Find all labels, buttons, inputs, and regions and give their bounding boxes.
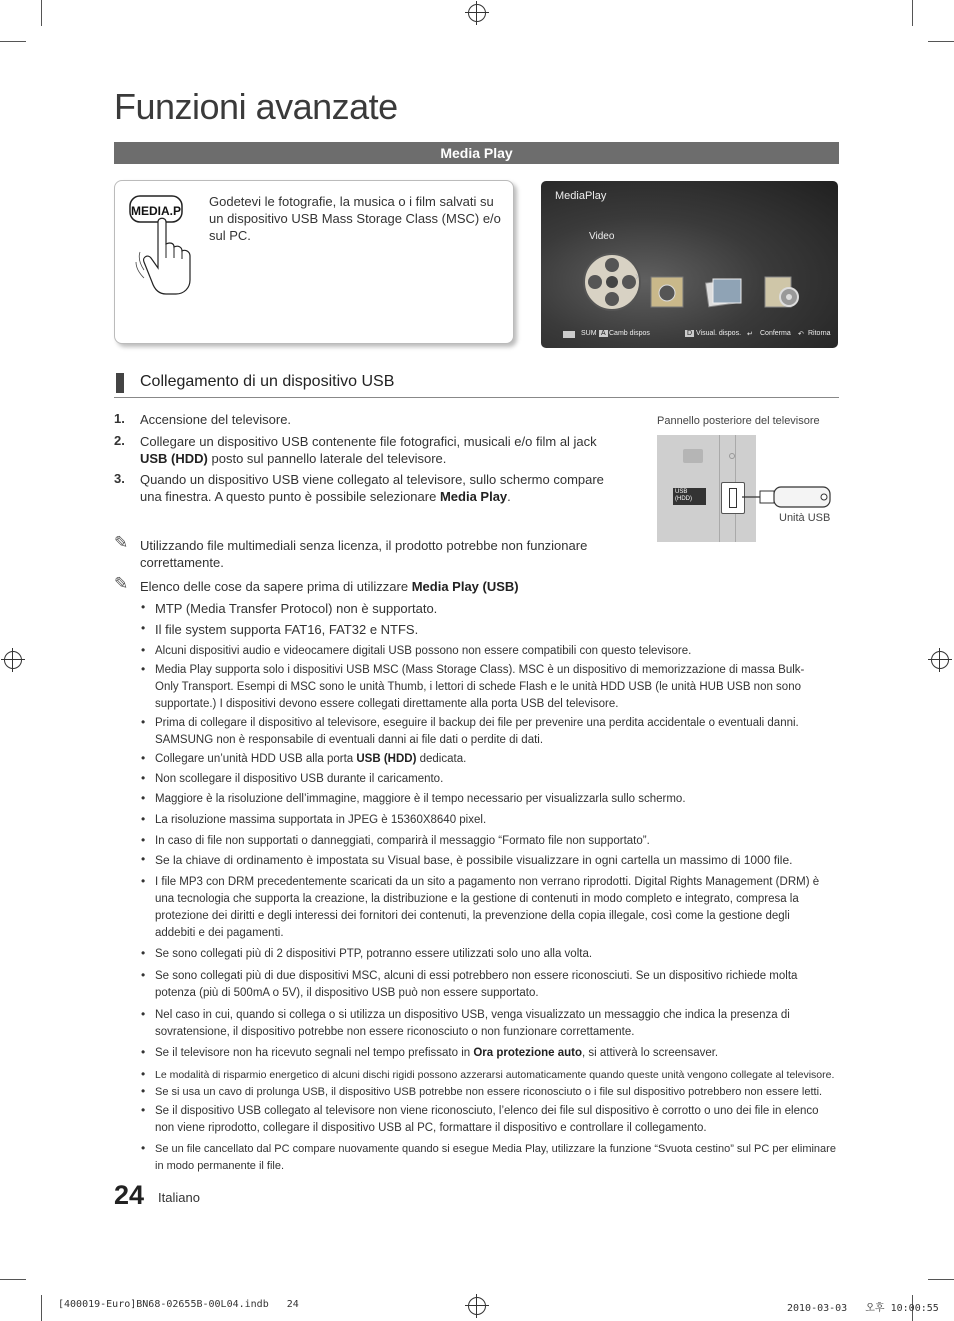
bullet-text: Se sono collegati più di 2 dispositivi PTP, potranno essere utilizzati solo uno alla volta. xyxy=(155,948,593,960)
subsection-marker xyxy=(116,373,124,393)
footer-sum: SUM xyxy=(581,330,597,337)
sum-key-icon xyxy=(563,331,575,338)
bullet-text: La risoluzione massima supportata in JPEG è 15360X8640 pixel. xyxy=(155,814,487,826)
bullet-icon: • xyxy=(141,621,146,635)
bullet-icon: • xyxy=(141,833,146,847)
return-icon: ↶ xyxy=(798,331,804,338)
bullet-text: Se un file cancellato dal PC compare nuovamente quando si esegue Media Play, utilizzare la funzione “Svuota cestino” sul PC per eliminare in modo permanente il file. xyxy=(155,1143,836,1172)
bullet-icon: • xyxy=(141,771,146,785)
step-text: Quando un dispositivo USB viene collegato al televisore, sullo schermo compare una finestra. A questo punto è possibile selezionare Media Play. xyxy=(140,472,604,504)
chevron-right-icon: › xyxy=(635,269,639,283)
indicator-dot-icon xyxy=(729,453,735,459)
bullet-text: Se la chiave di ordinamento è impostata su Visual base, è possibile visualizzare in ogni cartella un massimo di 1000 file. xyxy=(155,853,793,867)
step-text: Accensione del televisore. xyxy=(140,412,292,427)
bullet-icon: • xyxy=(141,715,146,729)
bullet-icon: • xyxy=(141,600,146,614)
bullet-icon: • xyxy=(141,751,146,765)
bullet-icon: • xyxy=(141,1141,146,1155)
step-text: Collegare un dispositivo USB contenente file fotografici, musicali e/o film al jack USB (HDD) posto sul pannello laterale del televisore. xyxy=(140,434,597,466)
photos-icon xyxy=(705,275,743,309)
footer-camb: Camb dispos xyxy=(609,330,650,337)
bullet-icon: • xyxy=(141,1103,146,1117)
page-number: 24 xyxy=(114,1180,145,1210)
bullet-text: Se il televisore non ha ricevuto segnali nel tempo prefissato in Ora protezione auto, si attiverà lo screensaver. xyxy=(155,1047,719,1059)
crop-mark xyxy=(41,0,42,26)
page-language: Italiano xyxy=(158,1190,200,1205)
bullet-icon: • xyxy=(141,1067,146,1081)
bullet-text: Maggiore è la risoluzione dell’immagine, maggiore è il tempo necessario per visualizzarla sullo schermo. xyxy=(155,793,686,805)
bullet-icon: • xyxy=(141,662,146,676)
registration-mark-icon xyxy=(468,4,486,22)
diagram-caption: Pannello posteriore del televisore xyxy=(657,415,820,427)
bullet-text: Se si usa un cavo di prolunga USB, il dispositivo USB potrebbe non essere riconosciuto o i file sul dispositivo potrebbero non essere letti. xyxy=(155,1086,823,1098)
subsection-rule xyxy=(114,397,839,398)
crop-mark xyxy=(0,41,26,42)
footer-ritorna: Ritorna xyxy=(808,330,831,337)
note-text: Utilizzando file multimediali senza licenza, il prodotto potrebbe non funzionare correttamente. xyxy=(140,538,588,570)
bullet-text: Collegare un’unità HDD USB alla porta USB (HDD) dedicata. xyxy=(155,753,467,765)
bullet-text: MTP (Media Transfer Protocol) non è supportato. xyxy=(155,601,438,616)
bullet-icon: • xyxy=(141,812,146,826)
note-pencil-icon: ✎ xyxy=(114,533,129,552)
media-p-label: MEDIA.P xyxy=(130,204,182,218)
note-pencil-icon: ✎ xyxy=(114,574,129,593)
video-reel-icon xyxy=(581,251,643,313)
registration-mark-icon xyxy=(4,651,22,669)
print-file-info: [400019-Euro]BN68-02655B-00L04.indb 24 xyxy=(58,1299,299,1310)
bullet-icon: • xyxy=(141,1007,146,1021)
registration-mark-icon xyxy=(931,651,949,669)
bullet-text: Alcuni dispositivi audio e videocamere digitali USB possono non essere compatibili con questo televisore. xyxy=(155,645,692,657)
enter-icon: ↵ xyxy=(747,331,753,338)
mediaplay-screenshot xyxy=(541,181,838,348)
screen-title: MediaPlay xyxy=(555,190,607,202)
footer-d-key: D xyxy=(687,330,693,337)
usb-drive-label: Unità USB xyxy=(779,512,831,524)
step-number: 2. xyxy=(114,433,125,448)
note-text: Elenco delle cose da sapere prima di utilizzare Media Play (USB) xyxy=(140,579,519,594)
bullet-text: Nel caso in cui, quando si collega o si utilizza un dispositivo USB, venga visualizzato un messaggio che indica la presenza di sovratensione, il dispositivo potrebbe non essere riconosciuto o non funzionare correttamente. xyxy=(155,1009,790,1038)
page-title: Funzioni avanzate xyxy=(114,86,398,127)
step-number: 3. xyxy=(114,471,125,486)
registration-mark-icon xyxy=(468,1297,486,1315)
bullet-text: I file MP3 con DRM precedentemente scaricati da un sito a pagamento non verrano riprodotti. Digital Rights Management (DRM) è una tecnologia che supporta la creazione, la distribuzione e la gestione di contenuti in modo completo e integrato, compresa la protezione dei diritti e degli interessi dei fornitori dei contenuti, la prevenzione della copia illegale, così come la gestione degli addebiti e dei pagamenti. xyxy=(155,876,820,939)
bullet-text: Se il dispositivo USB collegato al televisore non viene riconosciuto, l’elenco dei file sul dispositivo è corrotto o uno dei file in elenco non viene riprodotto, collegare il dispositivo USB al PC, formattare il dispositivo e controllare il collegamento. xyxy=(155,1105,819,1134)
bullet-text: Non scollegare il dispositivo USB durante il caricamento. xyxy=(155,773,444,785)
bullet-text: Prima di collegare il dispositivo al televisore, eseguire il backup dei file per prevenire una perdita accidentale o eventuali danni. SAMSUNG non è responsabile di eventuali danni ai file dati o perdite di dati. xyxy=(155,717,799,746)
bullet-icon: • xyxy=(141,874,146,888)
usb-port-label: USB (HDD) xyxy=(673,488,706,505)
section-heading: Media Play xyxy=(114,142,839,164)
bullet-text: Se sono collegati più di due dispositivi MSC, alcuni di essi potrebbero non essere riconosciuti. Se un dispositivo richiede molta potenza (più di 500mA o 5V), il dispositivo USB può non essere supportato. xyxy=(155,970,798,999)
bullet-icon: • xyxy=(141,946,146,960)
bullet-icon: • xyxy=(141,968,146,982)
bullet-icon: • xyxy=(141,643,146,657)
bullet-icon: • xyxy=(141,1084,146,1098)
footer-a-key: A xyxy=(601,330,606,337)
screen-selected-item: Video xyxy=(589,231,615,242)
screen-footer xyxy=(541,328,838,342)
crop-mark xyxy=(928,1279,954,1280)
crop-mark xyxy=(41,1295,42,1321)
intro-text: Godetevi le fotografie, la musica o i film salvati su un dispositivo USB Mass Storage Class (MSC) e/o sul PC. xyxy=(209,194,501,243)
step-number: 1. xyxy=(114,411,125,426)
bullet-icon: • xyxy=(141,852,146,866)
photo-camera-icon xyxy=(649,275,685,309)
bullet-text: Media Play supporta solo i dispositivi USB MSC (Mass Storage Class). MSC è un dispositivo di memorizzazione di massa Bulk-Only Transport. Esempi di MSC sono le unità Thumb, i lettori di schede Flash e le unità HDD USB (le unità HUB USB non sono supportate.) I dispositivi devono essere collegati direttamente alla porta USB del televisore. xyxy=(155,664,805,710)
media-p-button-icon xyxy=(130,196,184,226)
usb-drive-icon xyxy=(742,482,832,512)
subsection-title: Collegamento di un dispositivo USB xyxy=(140,373,395,390)
footer-conferma: Conferma xyxy=(760,330,791,337)
crop-mark xyxy=(912,0,913,26)
settings-gear-icon xyxy=(763,275,801,309)
bullet-text: Le modalità di risparmio energetico di alcuni dischi rigidi possono azzerarsi automaticamente quando queste unità vengono collegate al televisore. xyxy=(155,1069,835,1081)
print-date-info: 2010-03-03 오후 10:00:55 xyxy=(787,1303,939,1314)
bullet-text: In caso di file non supportati o danneggiati, comparirà il messaggio “Formato file non supportato”. xyxy=(155,835,650,847)
headphone-jack-icon xyxy=(683,449,703,463)
bullet-icon: • xyxy=(141,791,146,805)
panel-divider xyxy=(719,435,720,542)
bullet-text: Il file system supporta FAT16, FAT32 e NTFS. xyxy=(155,622,419,637)
crop-mark xyxy=(0,1279,26,1280)
footer-visual: Visual. dispos. xyxy=(696,330,742,337)
crop-mark xyxy=(928,41,954,42)
bullet-icon: • xyxy=(141,1045,146,1059)
